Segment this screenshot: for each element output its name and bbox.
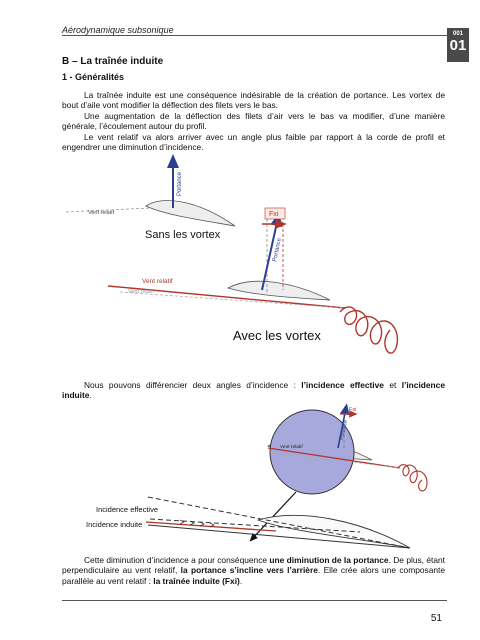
running-header: Aérodynamique subsonique [62,25,174,35]
label-fxi-2: Fxi [349,407,357,413]
label-fxi: Fxi [269,211,279,218]
label-incidence-induite: Incidence induite [86,520,143,529]
label-portance-mid: Portance [272,237,283,263]
label-vent-relatif-red: Vent relatif [142,278,173,285]
subsection-title: 1 - Généralités [62,72,125,82]
label-vent-relatif-top: Vent relatif [88,210,114,216]
paragraph-conclusion: Cette diminution d’incidence a pour conséquence une diminution de la portance. De plus, étant perpendiculaire au vent relatif, la portance s’incline vers l’arrière. Elle crée alors une composante parallèle au vent relatif : la traînée induite (Fxi). [62,555,445,586]
paragraph-line: La traînée induite est une conséquence indésirable de la création de portance. Les vortex de bout d’aile vont modifier la déflection des filets vers le bas. [62,90,445,111]
label-avec-vortex: Avec les vortex [233,328,321,343]
label-vent-relatif-grey: Vent relatif [128,289,154,295]
zoom-circle [270,410,354,494]
chapter-code: 001 [452,31,463,37]
paragraph-incidences: Nous pouvons différencier deux angles d’incidence : l’incidence effective et l’incidence induite. [62,380,445,401]
section-title: B – La traînée induite [62,56,164,67]
label-portance-top: Portance [177,171,183,196]
paragraph-line: Le vent relatif va alors arriver avec un angle plus faible par rapport à la corde de profil et engendrer une diminution d’incidence. [62,131,445,153]
label-portance-2: Portance [339,419,350,441]
paragraph-line: Une augmentation de la déflection des filets d’air vers le bas va modifier, d’une manière générale, l’écoulement autour du profil. [62,110,445,132]
label-vent-relatif-2: Vent relatif [280,445,303,450]
label-incidence-effective: Incidence effective [96,505,158,514]
page-number: 51 [430,613,442,624]
footer-rule [62,600,447,601]
vortex-spiral-2 [398,465,427,491]
label-sans-vortex: Sans les vortex [145,229,221,241]
chapter-number: 01 [449,37,467,54]
